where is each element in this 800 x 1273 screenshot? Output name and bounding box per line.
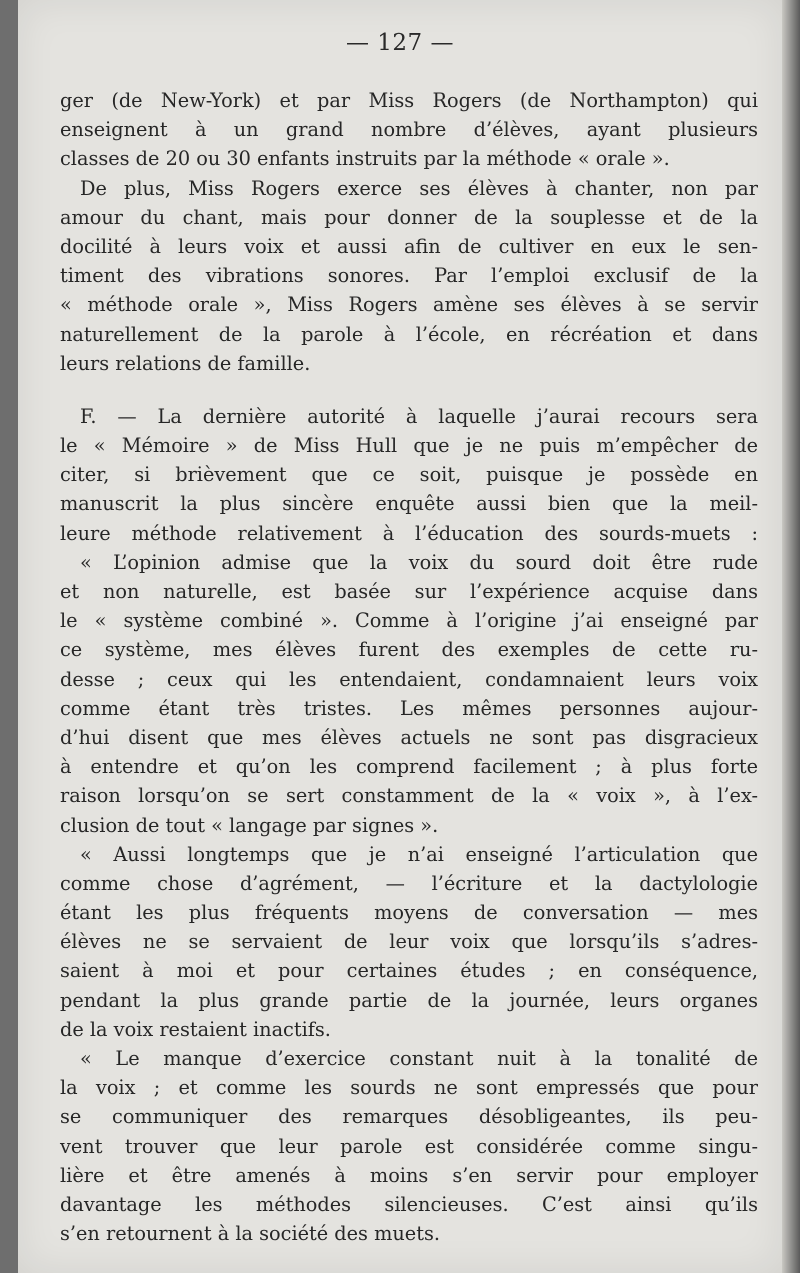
text-line: vent trouver que leur parole est considérée comme singu-	[60, 1134, 758, 1158]
text-line: leurs relations de famille.	[60, 351, 311, 375]
text-line: naturellement de la parole à l’école, en récréation et dans	[60, 322, 758, 346]
book-page	[18, 0, 782, 1273]
text-line: « Le manque d’exercice constant nuit à la tonalité de	[80, 1047, 758, 1070]
text-line: lière et être amenés à moins s’en servir pour employer	[60, 1163, 758, 1187]
body-text	[60, 86, 758, 1248]
text-line: desse ; ceux qui les entendaient, condamnaient leurs voix	[60, 667, 758, 691]
text-line: docilité à leurs voix et aussi afin de cultiver en eux le sen-	[60, 234, 758, 258]
text-line: le « système combiné ». Comme à l’origine j’ai enseigné par	[60, 609, 758, 633]
text-line: et non naturelle, est basée sur l’expérience acquise dans	[60, 580, 758, 603]
text-line: davantage les méthodes silencieuses. C’est ainsi qu’ils	[60, 1192, 758, 1216]
text-line: se communiquer des remarques désobligeantes, ils peu-	[60, 1105, 758, 1129]
text-line: étant les plus fréquents moyens de conversation — mes	[60, 901, 758, 925]
text-line: classes de 20 ou 30 enfants instruits par la méthode « orale ».	[60, 147, 670, 171]
text-line: enseignent à un grand nombre d’élèves, ayant plusieurs	[60, 118, 758, 142]
text-line: manuscrit la plus sincère enquête aussi bien que la meil-	[60, 492, 758, 516]
text-line: élèves ne se servaient de leur voix que lorsqu’ils s’adres-	[60, 930, 758, 954]
paragraph	[60, 86, 758, 174]
text-line: de la voix restaient inactifs.	[60, 1017, 331, 1041]
text-line: F. — La dernière autorité à laquelle j’aurai recours sera	[80, 404, 758, 428]
text-line: comme chose d’agrément, — l’écriture et la dactylologie	[60, 871, 758, 895]
text-line: comme étant très tristes. Les mêmes personnes aujour-	[60, 696, 758, 720]
text-line: raison lorsqu’on se sert constamment de la « voix », à l’ex-	[60, 784, 758, 808]
text-line: timent des vibrations sonores. Par l’emploi exclusif de la	[60, 264, 758, 288]
paragraph	[60, 174, 758, 378]
text-line: la voix ; et comme les sourds ne sont empressés que pour	[60, 1076, 758, 1100]
text-line: pendant la plus grande partie de la journée, leurs organes	[60, 988, 758, 1012]
text-line: « méthode orale », Miss Rogers amène ses élèves à se servir	[60, 293, 758, 317]
paragraph	[60, 402, 758, 548]
text-line: amour du chant, mais pour donner de la souplesse et de la	[60, 205, 758, 229]
text-line: « Aussi longtemps que je n’ai enseigné l’articulation que	[80, 842, 758, 866]
paragraph-gap	[60, 378, 758, 402]
text-line: ce système, mes élèves furent des exemples de cette ru-	[60, 638, 758, 662]
text-line: d’hui disent que mes élèves actuels ne sont pas disgracieux	[60, 725, 758, 749]
text-line: De plus, Miss Rogers exerce ses élèves à chanter, non par	[80, 176, 758, 200]
paragraph	[60, 1044, 758, 1248]
text-line: citer, si brièvement que ce soit, puisque je possède en	[60, 463, 758, 487]
text-line: le « Mémoire » de Miss Hull que je ne puis m’empêcher de	[60, 434, 758, 458]
paragraph	[60, 840, 758, 1044]
text-line: « L’opinion admise que la voix du sourd doit être rude	[80, 550, 758, 574]
page-number: — 127 —	[345, 30, 455, 56]
text-line: saient à moi et pour certaines études ; en conséquence,	[60, 959, 758, 983]
text-line: ger (de New-York) et par Miss Rogers (de Northampton) qui	[60, 89, 758, 112]
text-line: à entendre et qu’on les comprend facilement ; à plus forte	[60, 755, 758, 779]
text-line: leure méthode relativement à l’éducation des sourds-muets :	[60, 521, 758, 545]
paragraph	[60, 548, 758, 840]
text-line: clusion de tout « langage par signes ».	[60, 813, 439, 837]
text-line: s’en retournent à la société des muets.	[60, 1222, 440, 1246]
